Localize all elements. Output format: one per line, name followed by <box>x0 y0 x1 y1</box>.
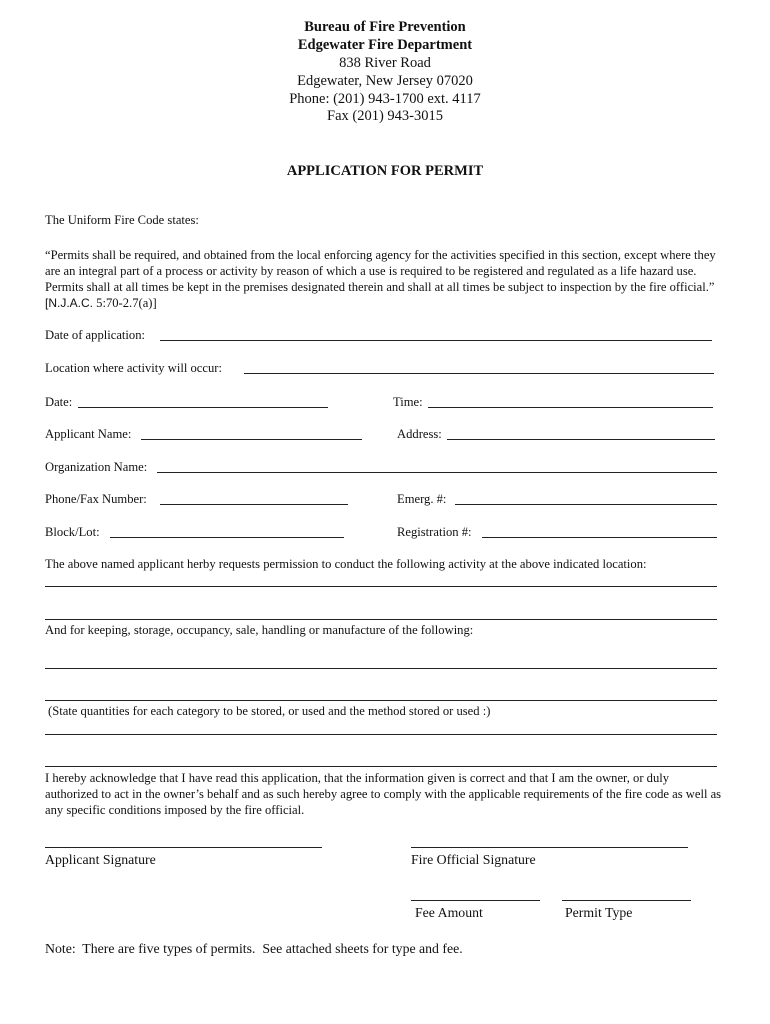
code-quote <box>45 247 723 311</box>
acknowledgement: I hereby acknowledge that I have read this application, that the information given is correct and that I am the owner, or duly authorized to act in the owner’s behalf and as such hereby agree to comply with the applicable requirements of the fire code as well as any specific conditions imposed by the fire official. <box>45 771 722 817</box>
activity-line-1[interactable] <box>45 586 717 587</box>
keeping-line-1[interactable] <box>45 668 717 669</box>
phone-fax-label: Phone/Fax Number: <box>45 492 147 506</box>
address-field[interactable] <box>447 439 715 440</box>
permit-type-label: Permit Type <box>565 905 633 920</box>
emerg-field[interactable] <box>455 504 717 505</box>
date-label: Date: <box>45 395 73 409</box>
keeping-line-2[interactable] <box>45 700 717 701</box>
quantities-note: (State quantities for each category to be stored, or used and the method stored or used :) <box>48 704 491 718</box>
street-address: 838 River Road <box>339 55 431 71</box>
applicant-signature-label: Applicant Signature <box>45 852 156 867</box>
citation-ref: 5:70-2.7(a)] <box>96 296 157 310</box>
emerg-label: Emerg. #: <box>397 492 447 506</box>
fee-amount-line[interactable] <box>411 900 540 901</box>
fax-number: Fax (201) 943-3015 <box>327 108 443 124</box>
applicant-signature-line[interactable] <box>45 847 322 848</box>
official-signature-label: Fire Official Signature <box>411 852 536 867</box>
date-field[interactable] <box>78 407 328 408</box>
note-text: Note: There are five types of permits. See attached sheets for type and fee. <box>45 941 463 956</box>
activity-prompt: The above named applicant herby requests permission to conduct the following activity at the above indicated location: <box>45 557 647 571</box>
phone-fax-field[interactable] <box>160 504 348 505</box>
date-of-application-label: Date of application: <box>45 328 146 342</box>
location-field[interactable] <box>244 373 714 374</box>
citation-abbr: [N.J.A.C. <box>45 296 94 310</box>
organization-field[interactable] <box>157 472 717 473</box>
quote-text: “Permits shall be required, and obtained from the local enforcing agency for the activities specified in this section, except where they are an integral part of a process or activity by reason of which a use is required to be registered and regulated as a life hazard use. Permits shall at all times be kept in the premises designated therein and shall at all times be subject to inspection by the fire official.” <box>45 248 716 294</box>
fee-amount-label: Fee Amount <box>415 905 483 920</box>
block-lot-label: Block/Lot: <box>45 525 100 539</box>
quantities-line-1[interactable] <box>45 734 717 735</box>
time-field[interactable] <box>428 407 713 408</box>
registration-field[interactable] <box>482 537 717 538</box>
city-address: Edgewater, New Jersey 07020 <box>297 73 473 89</box>
date-of-application-field[interactable] <box>160 340 712 341</box>
applicant-name-field[interactable] <box>141 439 362 440</box>
location-label: Location where activity will occur: <box>45 361 222 375</box>
activity-line-2[interactable] <box>45 619 717 620</box>
code-intro: The Uniform Fire Code states: <box>45 213 199 227</box>
form-title: APPLICATION FOR PERMIT <box>286 163 484 179</box>
keeping-prompt: And for keeping, storage, occupancy, sale, handling or manufacture of the following: <box>45 623 474 637</box>
phone-number: Phone: (201) 943-1700 ext. 4117 <box>289 91 481 107</box>
department-name: Edgewater Fire Department <box>297 37 473 53</box>
permit-type-line[interactable] <box>562 900 691 901</box>
official-signature-line[interactable] <box>411 847 688 848</box>
organization-label: Organization Name: <box>45 460 148 474</box>
block-lot-field[interactable] <box>110 537 344 538</box>
registration-label: Registration #: <box>397 525 472 539</box>
applicant-name-label: Applicant Name: <box>45 427 132 441</box>
quantities-line-2[interactable] <box>45 766 717 767</box>
address-label: Address: <box>397 427 442 441</box>
time-label: Time: <box>393 395 423 409</box>
bureau-name: Bureau of Fire Prevention <box>304 19 466 35</box>
